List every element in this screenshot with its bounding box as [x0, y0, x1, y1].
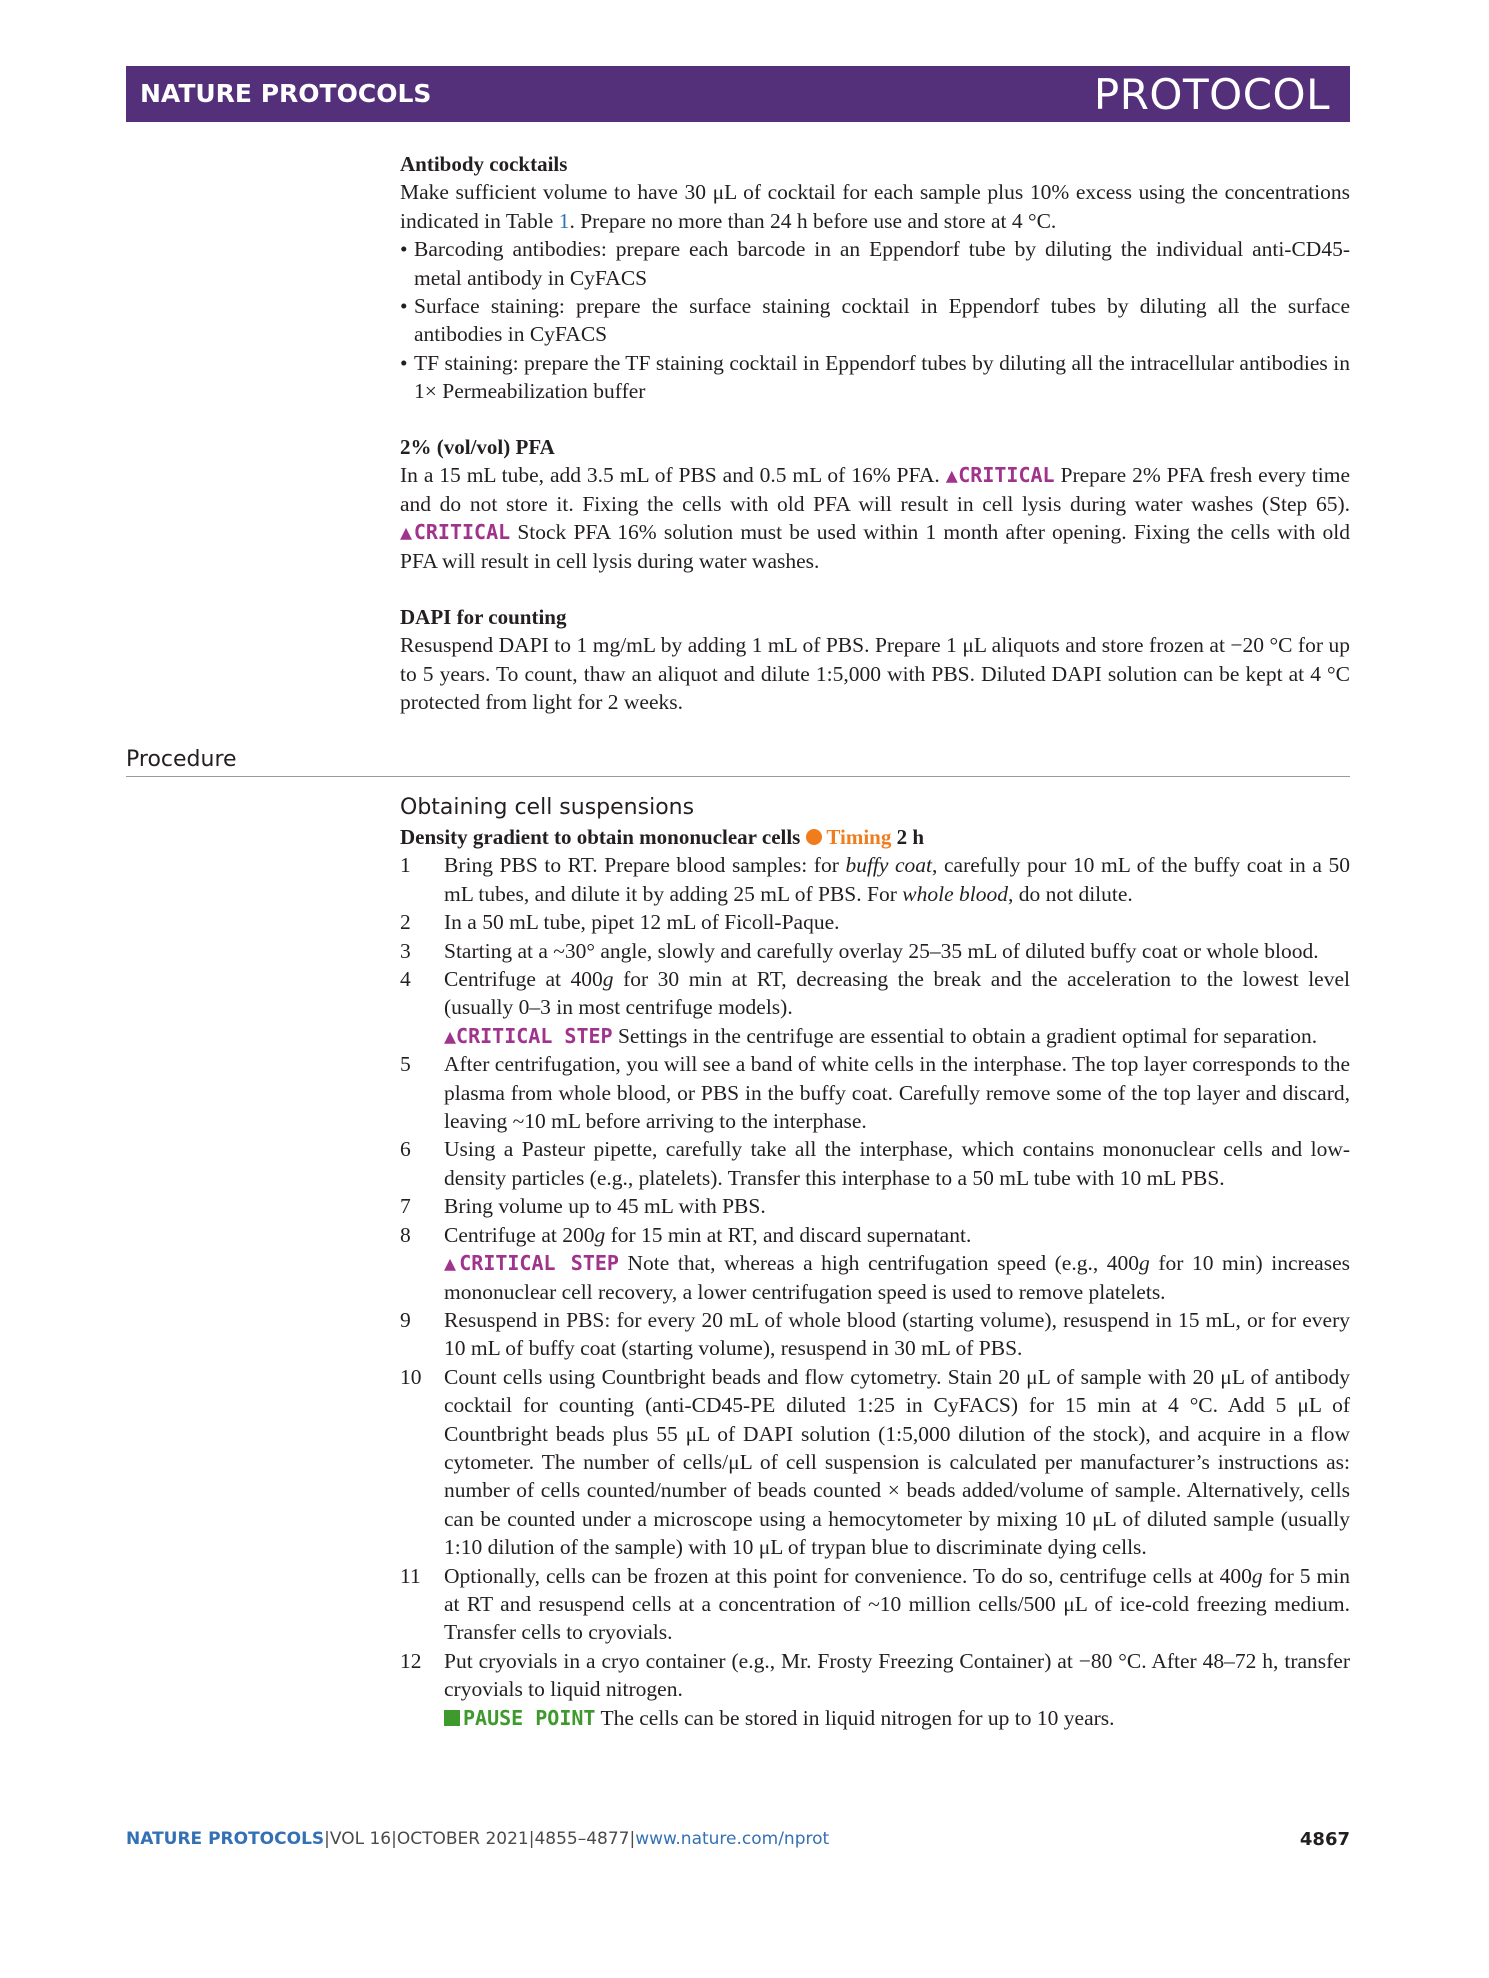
step-number: 1 [400, 853, 411, 878]
timing-icon [806, 829, 822, 845]
list-item: • Barcoding antibodies: prepare each barcode in an Eppendorf tube by diluting the individual anti-CD45-metal antibody in CyFACS [400, 235, 1350, 292]
step-number: 4 [400, 967, 411, 992]
page-footer: NATURE PROTOCOLS|VOL 16|OCTOBER 2021|4855–4877|www.nature.com/nprot 4867 [126, 1829, 1350, 1850]
footer-volume: VOL 16 [329, 1829, 392, 1849]
step-number: 10 [400, 1364, 422, 1389]
footer-url-link[interactable]: www.nature.com/nprot [635, 1829, 830, 1849]
article-type: PROTOCOL [1093, 70, 1330, 119]
footer-pages: 4855–4877 [534, 1829, 630, 1849]
step-item: 6 Using a Pasteur pipette, carefully take all the interphase, which contains mononuclear cells and low-density particles (e.g., platelets). Transfer this interphase to a 50 mL tube with 10 mL PBS. [400, 1137, 1350, 1190]
page-number: 4867 [1299, 1829, 1350, 1850]
footer-date: OCTOBER 2021 [396, 1829, 529, 1849]
critical-step-note: ▲CRITICAL STEP Settings in the centrifuge are essential to obtain a gradient optimal for separation. [444, 1023, 1318, 1048]
procedure-content [400, 793, 1350, 1732]
step-number: 5 [400, 1052, 411, 1077]
section-pfa [400, 433, 1350, 575]
step-number: 3 [400, 938, 411, 963]
step-item: 11 Optionally, cells can be frozen at this point for convenience. To do so, centrifuge cells at 400g for 5 min at RT and resuspend cells at a concentration of ~10 million cells/500 μL of ice-cold freezing medium. Transfer cells to cryovials. [400, 1563, 1350, 1645]
timing-value: 2 h [896, 825, 925, 849]
step-number: 2 [400, 910, 411, 935]
critical-step-label: ▲CRITICAL STEP [444, 1023, 613, 1048]
step-item: 7 Bring volume up to 45 mL with PBS. [400, 1192, 1350, 1220]
section-antibody-cocktails [400, 150, 1350, 406]
step-item: 10 Count cells using Countbright beads and flow cytometry. Stain 20 μL of sample with 20 μL of antibody cocktail for counting (anti-CD45-PE diluted 1:25 in CyFACS) for 15 min at 4 °C. Add 5 μL of Countbright beads plus 55 μL of DAPI solution (1:5,000 dilution of the stock), and acquire in a flow cytometer. The number of cells/μL of cell suspension is calculated per manufacturer’s instructions as: number of cells counted/number of beads counted × beads added/volume of sample. Alternatively, cells can be counted under a microscope using a hemocytometer by mixing 10 μL of diluted sample (usually 1:10 dilution of the sample) with 10 μL of trypan blue to discriminate dying cells. [400, 1364, 1350, 1560]
footer-journal: NATURE PROTOCOLS [126, 1829, 325, 1849]
pause-point-label: PAUSE POINT [463, 1705, 596, 1730]
bullet-list [400, 235, 1350, 405]
step-item: 5 After centrifugation, you will see a band of white cells in the interphase. The top layer corresponds to the plasma from whole blood, or PBS in the buffy coat. Carefully remove some of the top layer and discard, leaving ~10 mL before arriving to the interphase. [400, 1052, 1350, 1134]
step-number: 9 [400, 1307, 411, 1332]
section-text: Make sufficient volume to have 30 μL of cocktail for each sample plus 10% excess using the concentrations indicated in Table 1. Prepare no more than 24 h before use and store at 4 °C. [400, 180, 1350, 233]
journal-name: NATURE PROTOCOLS [140, 79, 432, 108]
divider [126, 776, 1350, 777]
section-title: DAPI for counting [400, 605, 567, 629]
procedure-label: Procedure [126, 747, 237, 772]
step-number: 8 [400, 1222, 411, 1247]
table-link[interactable]: 1 [558, 208, 570, 233]
section-text: In a 15 mL tube, add 3.5 mL of PBS and 0.5 mL of 16% PFA. ▲CRITICAL Prepare 2% PFA fresh every time and do not store it. Fixing the cells with old PFA will result in cell lysis during water washes (Step 65). ▲CRITICAL Stock PFA 16% solution must be used within 1 month after opening. Fixing the cells with old PFA will result in cell lysis during water washes. [400, 463, 1351, 573]
list-item: • Surface staining: prepare the surface staining cocktail in Eppendorf tubes by diluting all the surface antibodies in CyFACS [400, 292, 1350, 349]
section-text: Resuspend DAPI to 1 mg/mL by adding 1 mL of PBS. Prepare 1 μL aliquots and store frozen at −20 °C for up to 5 years. To count, thaw an aliquot and dilute 1:5,000 with PBS. Diluted DAPI solution can be kept at 4 °C protected from light for 2 weeks. [400, 633, 1350, 715]
journal-header-bar [126, 66, 1350, 122]
critical-step-note: ▲CRITICAL STEP Note that, whereas a high centrifugation speed (e.g., 400g for 10 min) increases mononuclear cell recovery, a lower centrifugation speed is used to remove platelets. [444, 1251, 1351, 1304]
pause-point-icon [444, 1710, 460, 1726]
pause-point-note: PAUSE POINT The cells can be stored in liquid nitrogen for up to 10 years. [444, 1704, 1350, 1732]
step-number: 7 [400, 1194, 411, 1219]
procedure-heading: Density gradient to obtain mononuclear cells Timing 2 h [400, 825, 925, 849]
critical-label: ▲CRITICAL [400, 520, 511, 545]
section-title: Antibody cocktails [400, 152, 568, 176]
step-number: 6 [400, 1137, 411, 1162]
step-number: 11 [400, 1563, 421, 1588]
step-item: 3 Starting at a ~30° angle, slowly and carefully overlay 25–35 mL of diluted buffy coat or whole blood. [400, 937, 1350, 965]
list-item: • TF staining: prepare the TF staining cocktail in Eppendorf tubes by diluting all the intracellular antibodies in 1× Permeabilization buffer [400, 349, 1350, 406]
section-dapi [400, 603, 1350, 717]
step-item: 2 In a 50 mL tube, pipet 12 mL of Ficoll-Paque. [400, 908, 1350, 936]
step-item: 9 Resuspend in PBS: for every 20 mL of whole blood (starting volume), resuspend in 15 mL, or for every 10 mL of buffy coat (starting volume), resuspend in 30 mL of PBS. [400, 1307, 1350, 1361]
step-item: 4 Centrifuge at 400g for 30 min at RT, decreasing the break and the acceleration to the lowest level (usually 0–3 in most centrifuge models). ▲CRITICAL STEP Settings in the centrifuge are essential to obtain a gradient optimal for separation. [400, 965, 1350, 1050]
critical-label: ▲CRITICAL [945, 463, 1055, 488]
step-item: 1 Bring PBS to RT. Prepare blood samples: for buffy coat, carefully pour 10 mL of the buffy coat in a 50 mL tubes, and dilute it by adding 25 mL of PBS. For whole blood, do not dilute. [400, 853, 1350, 906]
critical-step-label: ▲CRITICAL STEP [444, 1251, 619, 1276]
step-list [400, 851, 1350, 1732]
timing-label: Timing [826, 825, 892, 849]
section-title: 2% (vol/vol) PFA [400, 435, 555, 459]
step-item: 8 Centrifuge at 200g for 15 min at RT, and discard supernatant. ▲CRITICAL STEP Note that, whereas a high centrifugation speed (e.g., 400g for 10 min) increases mononuclear cell recovery, a lower centrifugation speed is used to remove platelets. [400, 1221, 1350, 1306]
step-number: 12 [400, 1648, 422, 1673]
subsection-title: Obtaining cell suspensions [400, 795, 695, 820]
step-item: 12 Put cryovials in a cryo container (e.g., Mr. Frosty Freezing Container) at −80 °C. After 48–72 h, transfer cryovials to liquid nitrogen. PAUSE POINT The cells can be stored in liquid nitrogen for up to 10 years. [400, 1647, 1350, 1732]
